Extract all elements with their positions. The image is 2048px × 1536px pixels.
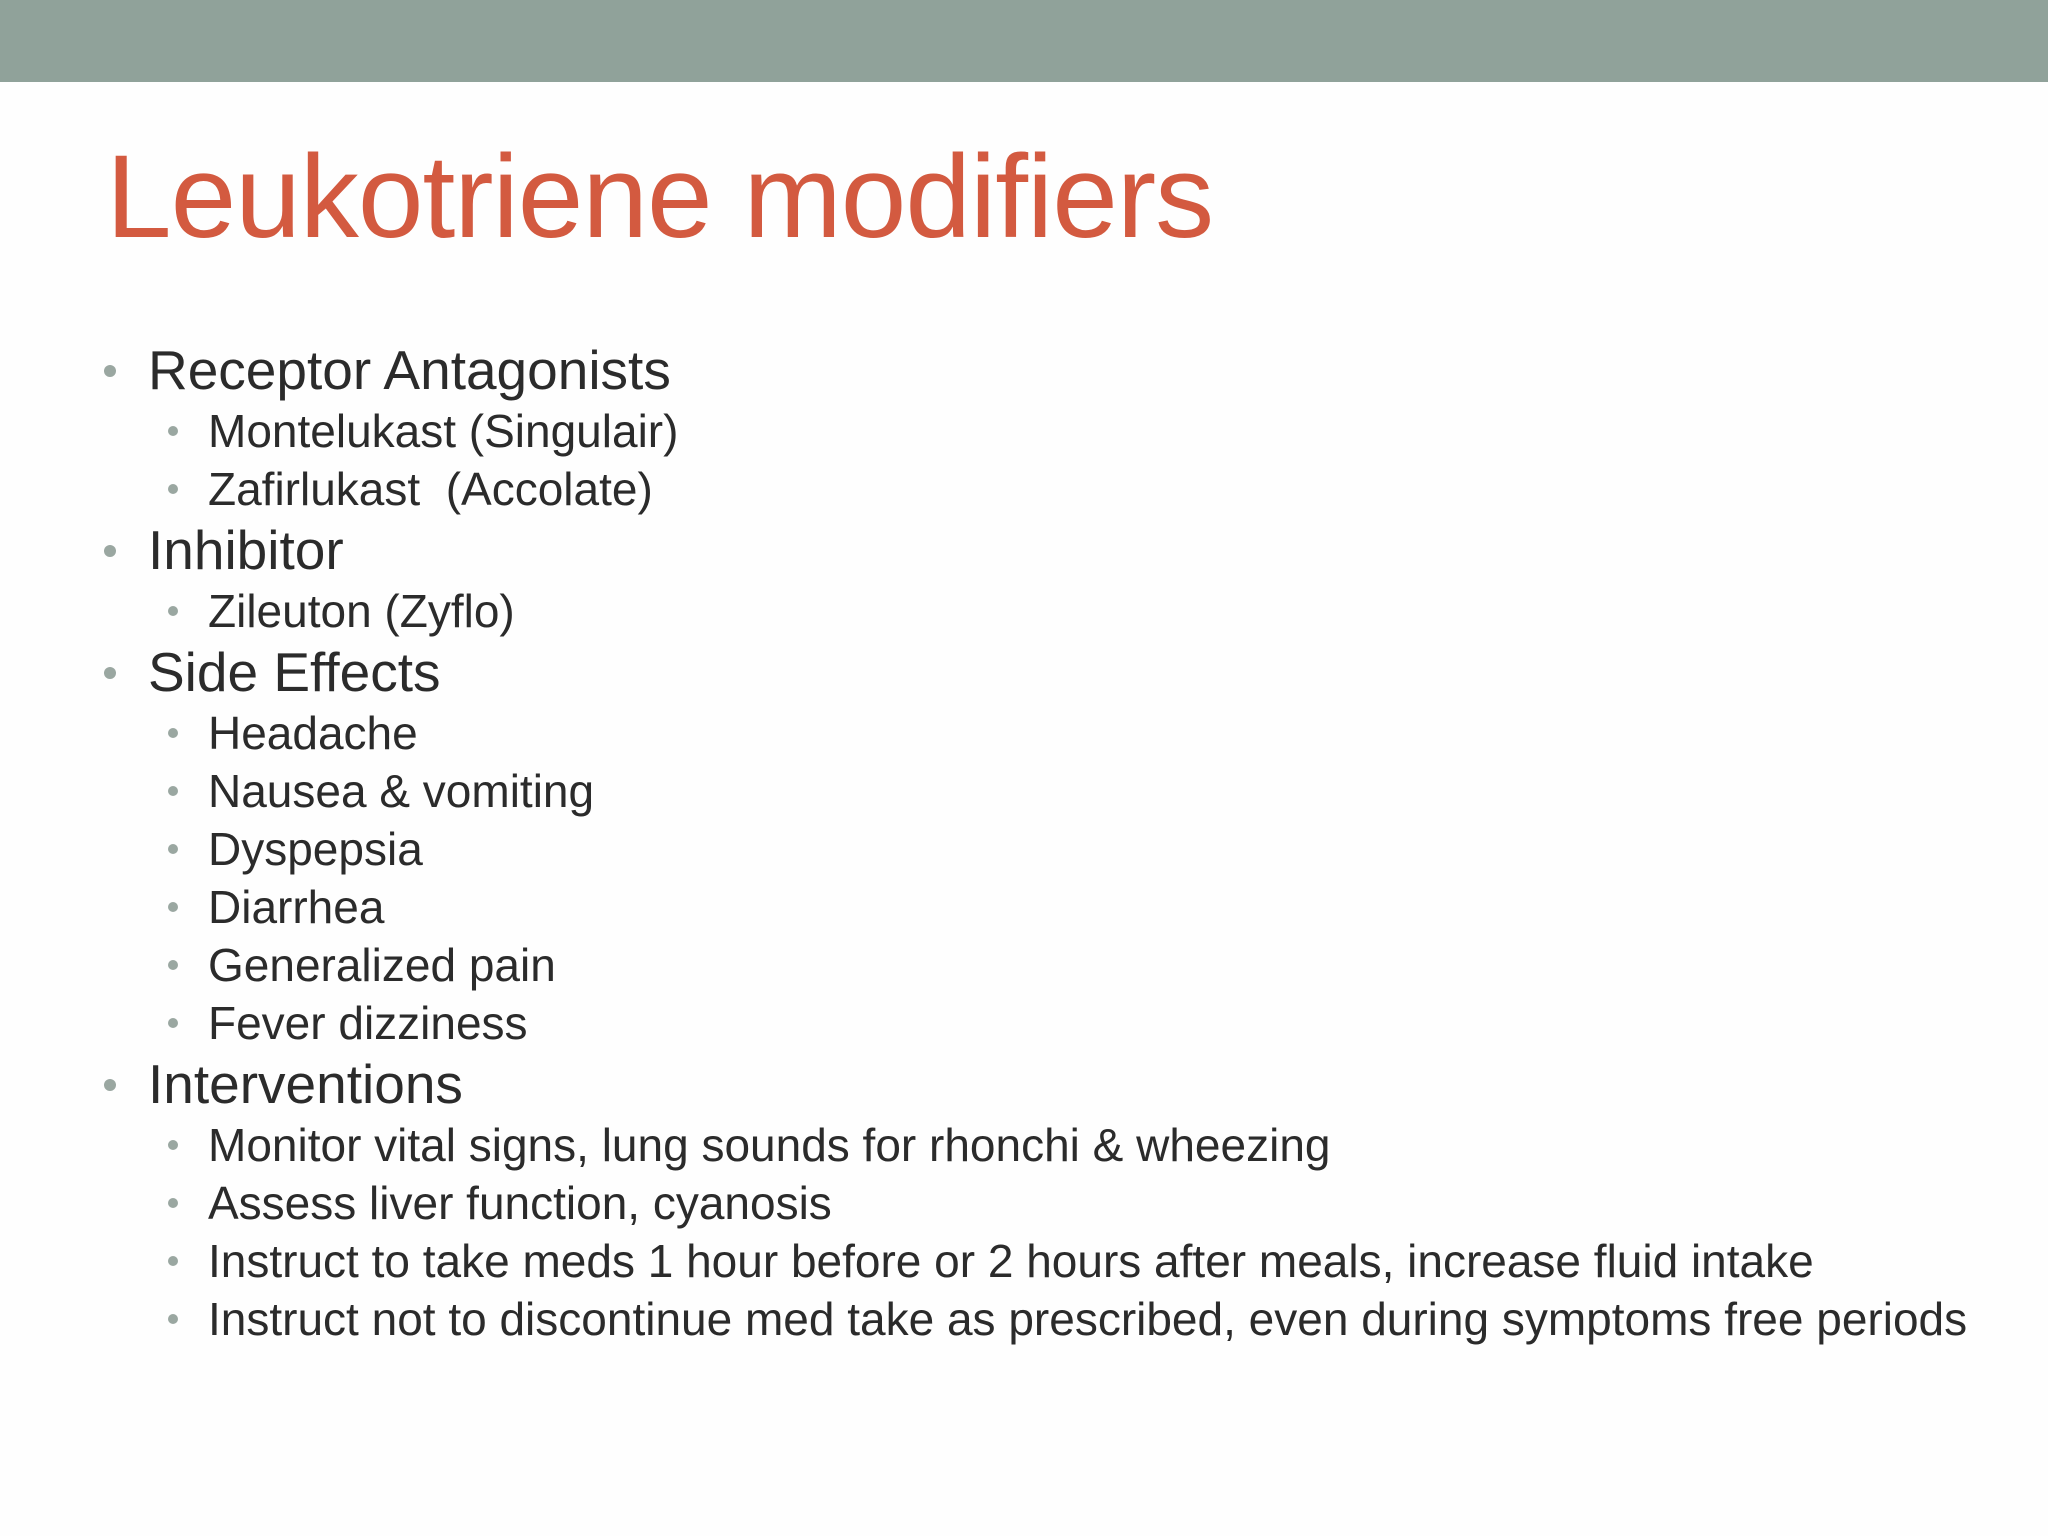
list-item [104, 878, 1984, 936]
list-item [104, 582, 1984, 640]
bullet-icon [168, 1256, 178, 1266]
list-item [104, 1232, 1984, 1290]
bullet-icon [168, 960, 178, 970]
bullet-icon [168, 606, 178, 616]
section-receptor-antagonists [104, 338, 1984, 402]
list-item [104, 1174, 1984, 1232]
bullet-icon [104, 365, 116, 377]
top-accent-bar [0, 0, 2048, 82]
list-item [104, 1116, 1984, 1174]
bullet-icon [104, 1079, 116, 1091]
section-inhibitor [104, 518, 1984, 582]
list-item [104, 402, 1984, 460]
bullet-icon [168, 844, 178, 854]
bullet-icon [168, 902, 178, 912]
list-item-text: Montelukast (Singulair) [208, 405, 679, 457]
bullet-icon [168, 1198, 178, 1208]
list-item-text: Generalized pain [208, 939, 556, 991]
bullet-icon [168, 1018, 178, 1028]
sub-list [104, 402, 1984, 518]
sub-list [104, 1116, 1984, 1345]
section-label: Interventions [148, 1053, 463, 1115]
bullet-icon [104, 545, 116, 557]
list-item [104, 460, 1984, 518]
sub-list [104, 582, 1984, 640]
bullet-list [104, 338, 1984, 1345]
list-item-text: Diarrhea [208, 881, 385, 933]
bullet-icon [168, 1140, 178, 1150]
section-side-effects [104, 640, 1984, 704]
list-item [104, 936, 1984, 994]
list-item-text: Zafirlukast (Accolate) [208, 463, 653, 515]
list-item-text: Assess liver function, cyanosis [208, 1177, 832, 1229]
list-item-text: Nausea & vomiting [208, 765, 595, 817]
list-item [104, 820, 1984, 878]
sub-list [104, 704, 1984, 1052]
list-item-text: Zileuton (Zyflo) [208, 585, 515, 637]
list-item-text: Instruct to take meds 1 hour before or 2 hours after meals, increase fluid intake [208, 1235, 1814, 1287]
list-item-text: Headache [208, 707, 418, 759]
list-item-text: Fever dizziness [208, 997, 528, 1049]
bullet-icon [168, 1314, 178, 1324]
list-item [104, 762, 1984, 820]
bullet-icon [168, 786, 178, 796]
list-item-text: Instruct not to discontinue med take as prescribed, even during symptoms free periods [208, 1293, 1968, 1345]
bullet-icon [168, 728, 178, 738]
list-item-text: Dyspepsia [208, 823, 423, 875]
section-label: Inhibitor [148, 519, 344, 581]
section-label: Side Effects [148, 641, 441, 703]
section-label: Receptor Antagonists [148, 339, 671, 401]
list-item [104, 1290, 2028, 1345]
slide-title: Leukotriene modifiers [106, 131, 1214, 263]
list-item-text: Monitor vital signs, lung sounds for rhonchi & wheezing [208, 1119, 1331, 1171]
bullet-icon [168, 426, 178, 436]
bullet-icon [168, 484, 178, 494]
bullet-icon [104, 667, 116, 679]
section-interventions [104, 1052, 1984, 1116]
list-item [104, 704, 1984, 762]
list-item [104, 994, 1984, 1052]
